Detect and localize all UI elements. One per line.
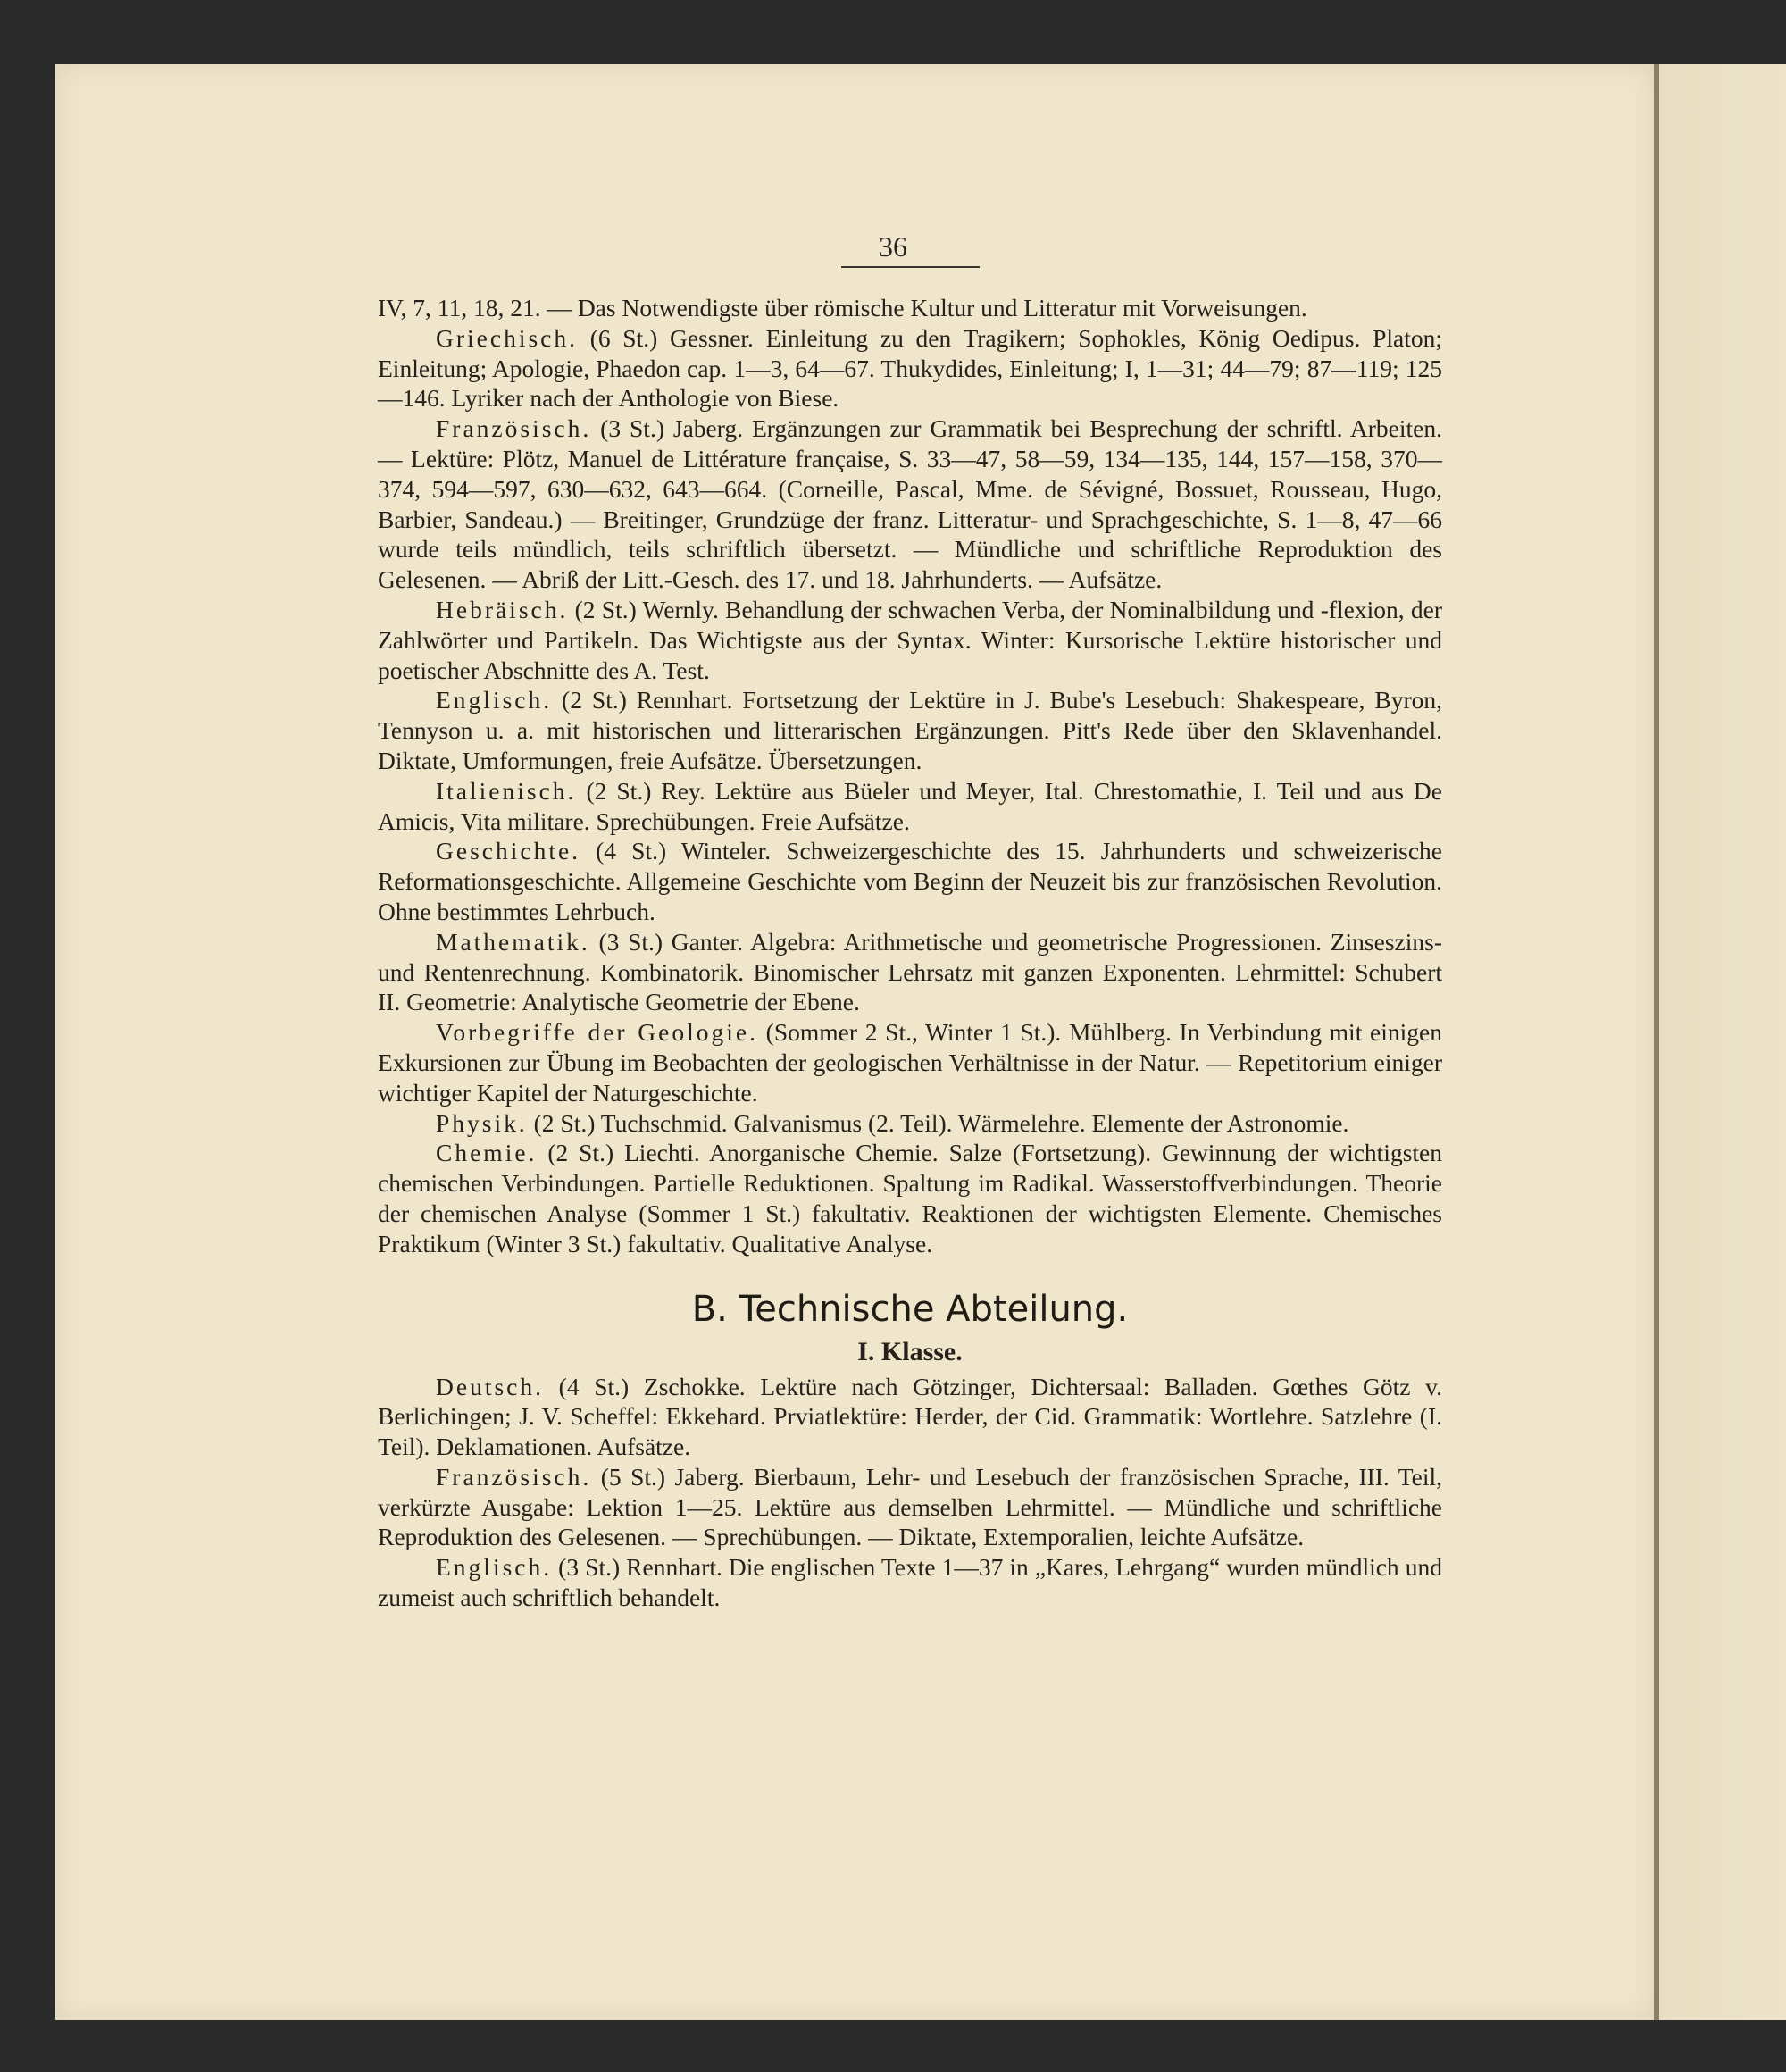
subject-heading: Französisch. xyxy=(436,414,592,443)
paragraph xyxy=(378,836,1442,926)
subject-heading: Italienisch. xyxy=(436,776,577,805)
paragraph-text: (3 St.) Ganter. Algebra: Arithmetische und geometrische Progressionen. Zinseszins- und Rentenrechnung. Kombinatorik. Binomischer Lehrsatz mit ganzen Exponenten. Lehrmittel: Schubert II. Geometrie: Analytische Geometrie der Ebene. xyxy=(378,927,1442,1016)
paragraph xyxy=(378,1372,1442,1462)
paragraph xyxy=(378,776,1442,837)
paragraph xyxy=(378,1017,1442,1107)
paragraph xyxy=(378,1462,1442,1552)
paragraph-text: (2 St.) Tuchschmid. Galvanismus (2. Teil). Wärmelehre. Elemente der Astronomie. xyxy=(527,1108,1349,1137)
paragraph xyxy=(378,927,1442,1017)
adjacent-page-edge xyxy=(1654,64,1786,2020)
page-number: 36 xyxy=(879,230,907,263)
page-number-rule xyxy=(841,266,980,268)
paragraph-text: (6 St.) Gessner. Einleitung zu den Tragikern; Sophokles, König Oedipus. Platon; Einleitung; Apologie, Phaedon cap. 1—3, 64—67. Thukydides, Einleitung; I, 1—31; 44—79; 87—119; 125—146. Lyriker nach der Anthologie von Biese. xyxy=(378,323,1442,413)
subject-heading: Chemie. xyxy=(436,1139,538,1167)
paragraph-text: (4 St.) Winteler. Schweizergeschichte des 15. Jahrhunderts und schweizerische Reformationsgeschichte. Allgemeine Geschichte vom Beginn der Neuzeit bis zur französischen Revolution. Ohne bestimmtes Lehrbuch. xyxy=(378,837,1442,925)
paragraph xyxy=(378,293,1442,323)
paragraph-text: IV, 7, 11, 18, 21. — Das Notwendigste über römische Kultur und Litteratur mit Vorweisungen. xyxy=(378,294,1307,322)
subject-heading: Griechisch. xyxy=(436,323,578,352)
paragraph-text: (3 St.) Rennhart. Die englischen Texte 1—37 in „Kares, Lehrgang“ wurden mündlich und zumeist auch schriftlich behandelt. xyxy=(378,1553,1442,1612)
subject-heading: Geschichte. xyxy=(436,837,581,865)
paragraph xyxy=(378,1552,1442,1613)
paragraph-text: (2 St.) Liechti. Anorganische Chemie. Salze (Fortsetzung). Gewinnung der wichtigsten chemischen Verbindungen. Partielle Reduktionen. Spaltung im Radikal. Wasserstoffverbindungen. Theorie der chemischen Analyse (Sommer 1 St.) fakultativ. Reaktionen der wichtigsten Elemente. Chemisches Praktikum (Winter 3 St.) fakultativ. Qualitative Analyse. xyxy=(378,1139,1442,1257)
section-heading: B. Technische Abteilung. xyxy=(691,1288,1129,1330)
subject-heading: Deutsch. xyxy=(436,1372,544,1400)
paragraph xyxy=(378,1138,1442,1258)
paragraph xyxy=(378,595,1442,685)
paragraph-text: (5 St.) Jaberg. Bierbaum, Lehr- und Lesebuch der französischen Sprache, III. Teil, verkürzte Ausgabe: Lektion 1—25. Lektüre aus demselben Lehrmittel. — Mündliche und schriftliche Reproduktion des Gelesenen. — Sprechübungen. — Diktate, Extemporalien, leichte Aufsätze. xyxy=(378,1462,1442,1551)
paragraph-text: (3 St.) Jaberg. Ergänzungen zur Grammatik bei Besprechung der schriftl. Arbeiten. — Lektüre: Plötz, Manuel de Littérature française, S. 33—47, 58—59, 134—135, 144, 157—158, 370—374, 594—597, 630—632, 643—664. (Corneille, Pascal, Mme. de Sévigné, Bossuet, Rousseau, Hugo, Barbier, Sandeau.) — Breitinger, Grundzüge der franz. Litteratur- und Sprachgeschichte, S. 1—8, 47—66 wurde teils mündlich, teils schriftlich übersetzt. — Mündliche und schriftliche Reproduktion des Gelesenen. — Abriß der Litt.-Gesch. des 17. und 18. Jahrhunderts. — Aufsätze. xyxy=(378,414,1442,594)
subject-heading: Französisch. xyxy=(436,1462,592,1491)
paragraph xyxy=(378,685,1442,775)
paragraph-text: (2 St.) Rey. Lektüre aus Büeler und Meyer, Ital. Chrestomathie, I. Teil und aus De Amicis, Vita militare. Sprechübungen. Freie Aufsätze. xyxy=(378,776,1442,835)
paragraph xyxy=(378,414,1442,595)
paragraph-text: (2 St.) Wernly. Behandlung der schwachen Verba, der Nominalbildung und -flexion, der Zahlwörter und Partikeln. Das Wichtigste aus der Syntax. Winter: Kursorische Lektüre historischer und poetischer Abschnitte des A. Test. xyxy=(378,595,1442,684)
paragraph-text: (Sommer 2 St., Winter 1 St.). Mühlberg. In Verbindung mit einigen Exkursionen zur Übung im Beobachten der geologischen Verhältnisse in der Natur. — Repetitorium einiger wichtiger Kapitel der Naturgeschichte. xyxy=(378,1018,1442,1107)
subject-heading: Physik. xyxy=(436,1108,528,1137)
subject-heading: Englisch. xyxy=(436,686,553,714)
subject-heading: Englisch. xyxy=(436,1553,553,1582)
paragraph xyxy=(378,1108,1442,1139)
paragraph-text: (4 St.) Zschokke. Lektüre nach Götzinger, Dichtersaal: Balladen. Gœthes Götz v. Berlichingen; J. V. Scheffel: Ekkehard. Prviatlektüre: Herder, der Cid. Grammatik: Wortlehre. Satzlehre (I. Teil). Deklamationen. Aufsätze. xyxy=(378,1372,1442,1461)
class-heading: I. Klasse. xyxy=(857,1336,963,1366)
body-text xyxy=(378,293,1442,1613)
paragraph xyxy=(378,323,1442,414)
paragraph-text: (2 St.) Rennhart. Fortsetzung der Lektüre in J. Bube's Lesebuch: Shakespeare, Byron, Tennyson u. a. mit historischen und litterarischen Ergänzungen. Pitt's Rede über den Sklavenhandel. Diktate, Umformungen, freie Aufsätze. Übersetzungen. xyxy=(378,686,1442,774)
subject-heading: Hebräisch. xyxy=(436,595,569,623)
subject-heading: Mathematik. xyxy=(436,927,590,956)
subject-heading: Vorbegriffe der Geologie. xyxy=(436,1018,758,1047)
